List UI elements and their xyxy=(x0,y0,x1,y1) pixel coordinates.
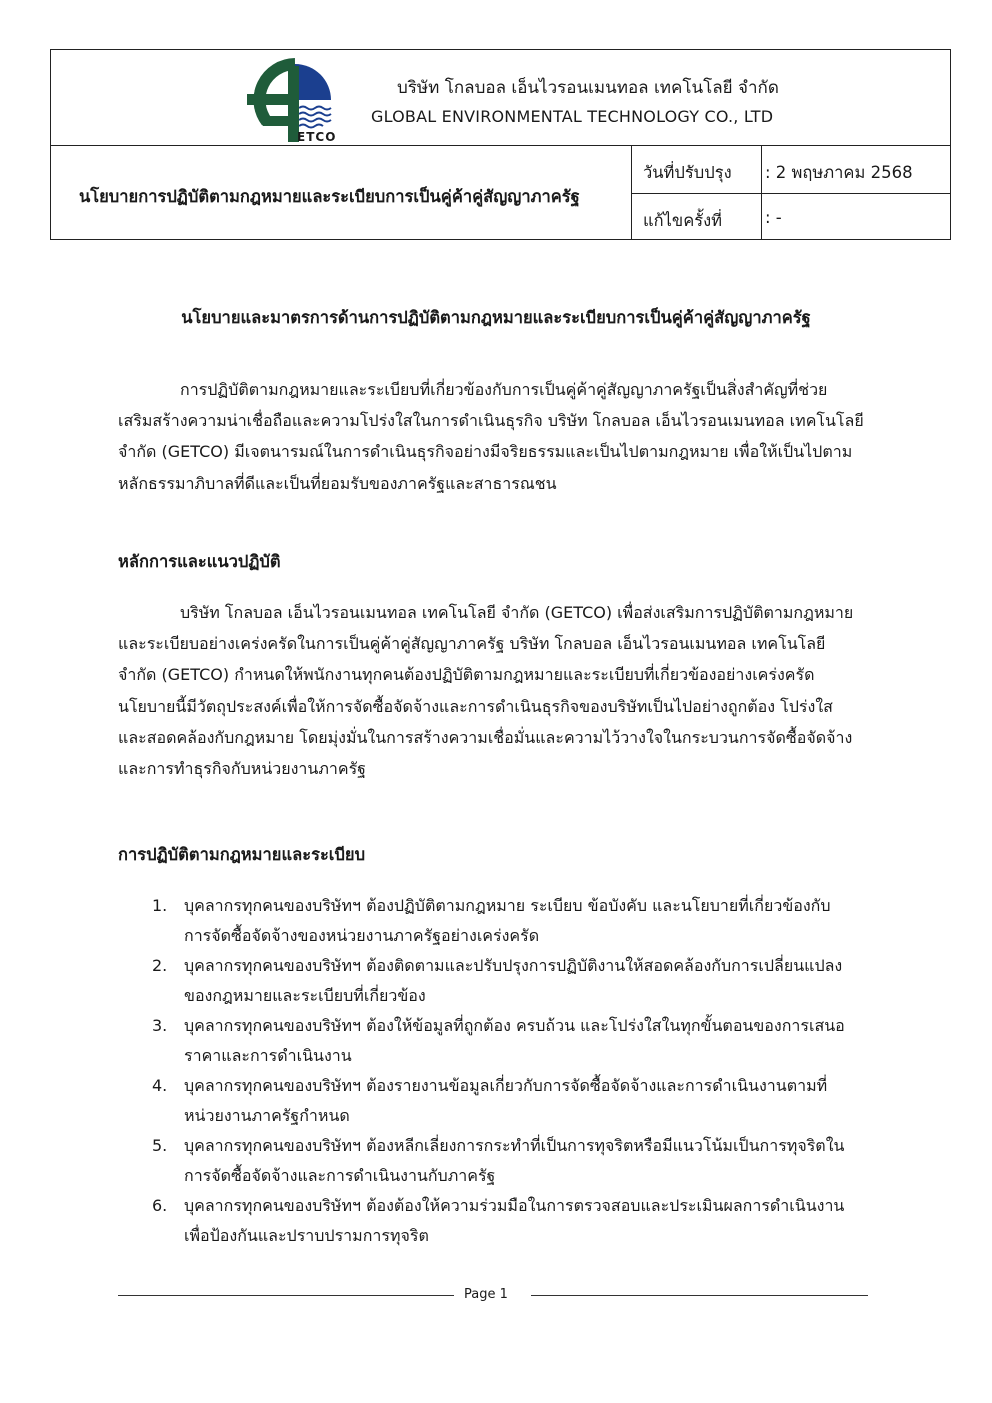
paragraph-line: หลักธรรมาภิบาลที่ดีและเป็นที่ยอมรับของภาครัฐและสาธารณชน xyxy=(118,473,557,493)
list-item-line: บุคลากรทุกคนของบริษัทฯ ต้องปฏิบัติตามกฎหมาย ระเบียบ ข้อบังคับ และนโยบายที่เกี่ยวข้องกับ xyxy=(184,896,831,915)
list-item xyxy=(152,951,872,1011)
edition-value: : - xyxy=(765,208,782,227)
paragraph-line: และสอดคล้องกับกฎหมาย โดยมุ่งมั่นในการสร้างความเชื่อมั่นและความไว้วางใจในกระบวนการจัดซื้อจัดจ้าง xyxy=(118,727,853,747)
list-number: 3. xyxy=(152,1016,168,1035)
list-item-line: การจัดซื้อจัดจ้างของหน่วยงานภาครัฐอย่างเคร่งครัด xyxy=(184,926,540,945)
paragraph-line: นโยบายนี้มีวัตถุประสงค์เพื่อให้การจัดซื้อจัดจ้างและการดำเนินธุรกิจของบริษัทเป็นไปอย่างถูกต้อง โปร่งใส xyxy=(118,696,833,716)
company-banner xyxy=(51,50,950,146)
table-divider xyxy=(631,193,951,194)
list-item-line: บุคลากรทุกคนของบริษัทฯ ต้องต้องให้ความร่วมมือในการตรวจสอบและประเมินผลการดำเนินงาน xyxy=(184,1196,845,1215)
list-item xyxy=(152,1071,872,1131)
paragraph-line: และระเบียบอย่างเคร่งครัดในการเป็นคู่ค้าคู่สัญญาภาครัฐ บริษัท โกลบอล เอ็นไวรอนเมนทอล เทคโนโลยี xyxy=(118,634,826,654)
list-number: 6. xyxy=(152,1196,168,1215)
revised-date-value: : 2 พฤษภาคม 2568 xyxy=(765,163,913,182)
list-item xyxy=(152,1131,872,1191)
policy-title: นโยบายการปฏิบัติตามกฎหมายและระเบียบการเป็นคู่ค้าคู่สัญญาภาครัฐ xyxy=(79,187,580,206)
company-name-thai: บริษัท โกลบอล เอ็นไวรอนเมนทอล เทคโนโลยี จำกัด xyxy=(397,78,779,98)
list-number: 5. xyxy=(152,1136,168,1155)
list-item xyxy=(152,1191,872,1251)
paragraph-line: การปฏิบัติตามกฎหมายและระเบียบที่เกี่ยวข้องกับการเป็นคู่ค้าคู่สัญญาภาครัฐเป็นสิ่งสำคัญที่ช่วย xyxy=(180,380,828,399)
footer-rule-left xyxy=(118,1295,454,1296)
revised-date-label: วันที่ปรับปรุง xyxy=(643,163,732,182)
list-item-line: เพื่อป้องกันและปราบปรามการทุจริต xyxy=(184,1226,429,1245)
principles-paragraph xyxy=(118,597,870,784)
paragraph-line: จำกัด (GETCO) มีเจตนารมณ์ในการดำเนินธุรกิจอย่างมีจริยธรรมและเป็นไปตามกฎหมาย เพื่อให้เป็นไปตาม xyxy=(118,442,853,462)
list-number: 2. xyxy=(152,956,168,975)
list-item-line: หน่วยงานภาครัฐกำหนด xyxy=(184,1106,350,1125)
list-number: 4. xyxy=(152,1076,168,1095)
list-item xyxy=(152,891,872,951)
list-item-line: บุคลากรทุกคนของบริษัทฯ ต้องติดตามและปรับปรุงการปฏิบัติงานให้สอดคล้องกับการเปลี่ยนแปลง xyxy=(184,956,843,975)
paragraph-line: เสริมสร้างความน่าเชื่อถือและความโปร่งใสในการดำเนินธุรกิจ บริษัท โกลบอล เอ็นไวรอนเมนทอล เทคโนโลยี xyxy=(118,411,864,431)
list-item-line: บุคลากรทุกคนของบริษัทฯ ต้องให้ข้อมูลที่ถูกต้อง ครบถ้วน และโปร่งใสในทุกขั้นตอนของการเสนอ xyxy=(184,1016,845,1035)
compliance-list xyxy=(152,891,872,1251)
logo-text: ETCO xyxy=(297,130,337,144)
paragraph-line: จำกัด (GETCO) กำหนดให้พนักงานทุกคนต้องปฏิบัติตามกฎหมายและระเบียบที่เกี่ยวข้องอย่างเคร่งครัด xyxy=(118,665,815,685)
list-item-line: บุคลากรทุกคนของบริษัทฯ ต้องรายงานข้อมูลเกี่ยวกับการจัดซื้อจัดจ้างและการดำเนินงานตามที่ xyxy=(184,1076,828,1095)
page-number: Page 1 xyxy=(464,1287,508,1302)
document-header-table xyxy=(50,49,951,240)
section-heading-compliance: การปฏิบัติตามกฎหมายและระเบียบ xyxy=(118,845,366,864)
list-item-line: ของกฎหมายและระเบียบที่เกี่ยวข้อง xyxy=(184,986,426,1005)
list-item-line: การจัดซื้อจัดจ้างและการดำเนินงานกับภาครัฐ xyxy=(184,1166,496,1185)
section-heading-principles: หลักการและแนวปฏิบัติ xyxy=(118,552,281,571)
list-item-line: ราคาและการดำเนินงาน xyxy=(184,1046,352,1065)
list-item-line: บุคลากรทุกคนของบริษัทฯ ต้องหลีกเลี่ยงการกระทำที่เป็นการทุจริตหรือมีแนวโน้มเป็นการทุจริตใน xyxy=(184,1136,845,1155)
list-number: 1. xyxy=(152,896,168,915)
edition-label: แก้ไขครั้งที่ xyxy=(643,211,723,230)
list-item xyxy=(152,1011,872,1071)
paragraph-line: และการทำธุรกิจกับหน่วยงานภาครัฐ xyxy=(118,759,367,779)
paragraph-line: บริษัท โกลบอล เอ็นไวรอนเมนทอล เทคโนโลยี จำกัด (GETCO) เพื่อส่งเสริมการปฏิบัติตามกฎหมาย xyxy=(180,603,854,622)
footer-rule-right xyxy=(531,1295,868,1296)
intro-paragraph xyxy=(118,374,870,499)
document-title: นโยบายและมาตรการด้านการปฏิบัติตามกฎหมายและระเบียบการเป็นคู่ค้าคู่สัญญาภาครัฐ xyxy=(181,308,811,327)
company-name-english: GLOBAL ENVIRONMENTAL TECHNOLOGY CO., LTD xyxy=(371,107,774,126)
